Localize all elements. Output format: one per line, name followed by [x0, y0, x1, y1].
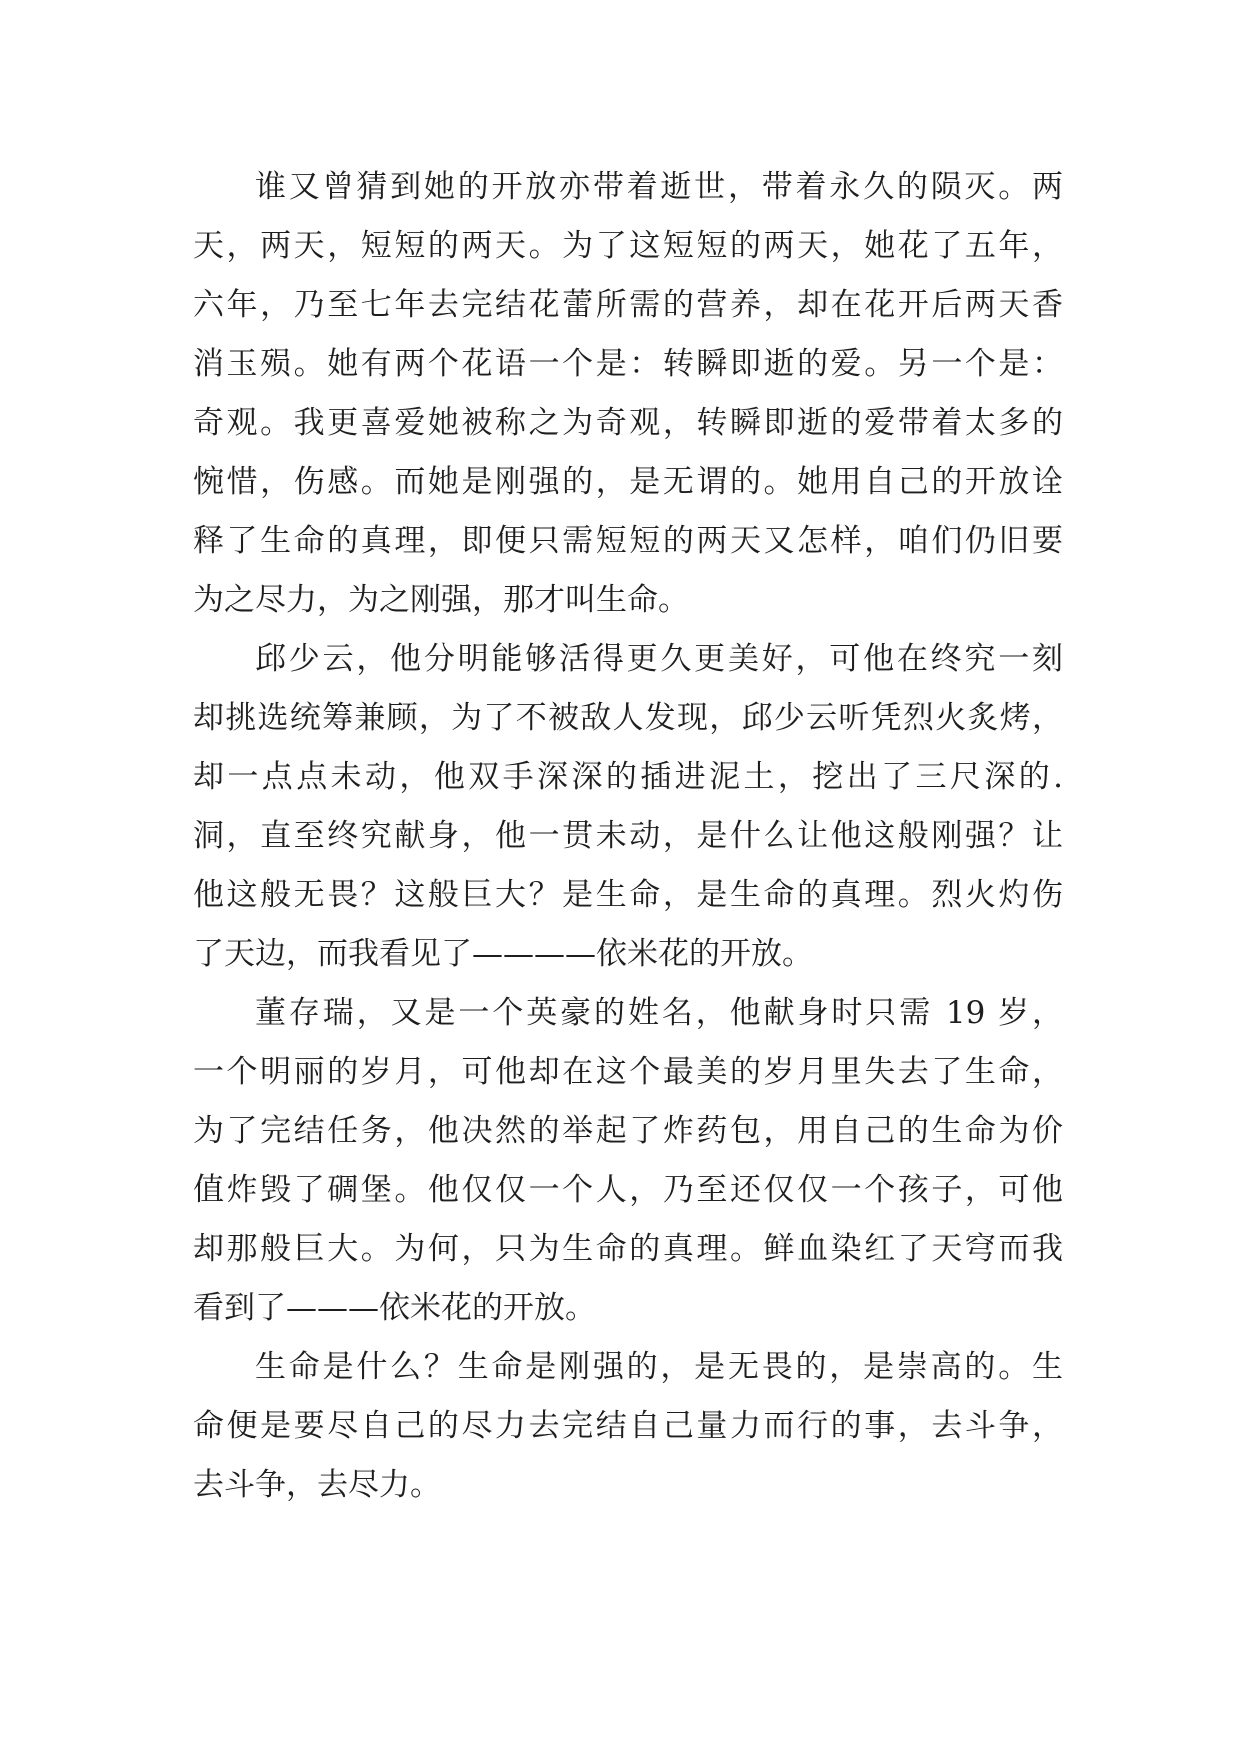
paragraph-1-line-6: 惋惜，伤感。而她是刚强的，是无谓的。她用自己的开放诠 — [193, 464, 1063, 500]
paragraph-1-line-4: 消玉殒。她有两个花语一个是：转瞬即逝的爱。另一个是： — [193, 346, 1063, 382]
paragraph-3-line-3: 为了完结任务，他决然的举起了炸药包，用自己的生命为价 — [193, 1113, 1063, 1149]
paragraph-2-line-2: 却挑选统筹兼顾，为了不被敌人发现，邱少云听凭烈火炙烤， — [193, 700, 1063, 736]
paragraph-4-line-2: 命便是要尽自己的尽力去完结自己量力而行的事，去斗争， — [193, 1408, 1063, 1444]
paragraph-2-line-5: 他这般无畏？这般巨大？是生命，是生命的真理。烈火灼伤 — [193, 877, 1063, 913]
paragraph-1-line-7: 释了生命的真理，即便只需短短的两天又怎样，咱们仍旧要 — [193, 523, 1063, 559]
paragraph-1-line-2: 天，两天，短短的两天。为了这短短的两天，她花了五年， — [193, 228, 1063, 264]
paragraph-2-line-4: 洞，直至终究献身，他一贯未动，是什么让他这般刚强？让 — [193, 818, 1063, 854]
paragraph-1-line-3: 六年，乃至七年去完结花蕾所需的营养，却在花开后两天香 — [193, 287, 1063, 323]
paragraph-2-line-3: 却一点点未动，他双手深深的插进泥土，挖出了三尺深的. — [193, 759, 1063, 795]
paragraph-3-line-4: 值炸毁了碉堡。他仅仅一个人，乃至还仅仅一个孩子，可他 — [193, 1172, 1063, 1208]
paragraph-1-line-5: 奇观。我更喜爱她被称之为奇观，转瞬即逝的爱带着太多的 — [193, 405, 1063, 441]
paragraph-3-line-2: 一个明丽的岁月，可他却在这个最美的岁月里失去了生命， — [193, 1054, 1063, 1090]
paragraph-2-line-1: 邱少云，他分明能够活得更久更美好，可他在终究一刻 — [255, 641, 1063, 677]
paragraph-3-line-1: 董存瑞，又是一个英豪的姓名，他献身时只需 19 岁， — [255, 995, 1063, 1031]
paragraph-2-line-6: 了天边，而我看见了————依米花的开放。 — [193, 936, 813, 972]
paragraph-4-line-3: 去斗争，去尽力。 — [193, 1467, 441, 1503]
paragraph-3-line-5: 却那般巨大。为何，只为生命的真理。鲜血染红了天穹而我 — [193, 1231, 1063, 1267]
paragraph-1-line-8: 为之尽力，为之刚强，那才叫生命。 — [193, 582, 689, 618]
paragraph-4-line-1: 生命是什么？生命是刚强的，是无畏的，是崇高的。生 — [255, 1349, 1063, 1385]
document-body — [193, 158, 1063, 1515]
paragraph-1-line-1: 谁又曾猜到她的开放亦带着逝世，带着永久的陨灭。两 — [255, 169, 1063, 205]
paragraph-3-line-6: 看到了———依米花的开放。 — [193, 1290, 596, 1326]
